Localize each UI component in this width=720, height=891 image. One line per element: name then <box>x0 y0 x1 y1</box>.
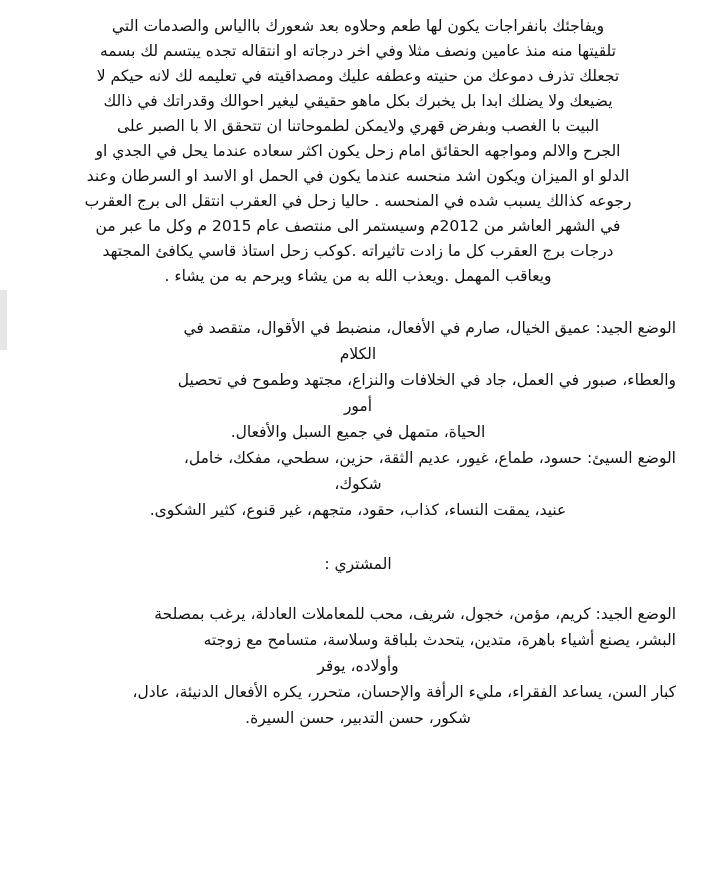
paragraph-line: الحياة، متمهل في جميع السبل والأفعال. <box>230 423 486 441</box>
paragraph-line: ويفاجئك بانفراجات يكون لها طعم وحلاوه بعد شعورك باالياس والصدمات التي <box>111 17 605 35</box>
paragraph-line: وأولاده، يوقر <box>317 657 399 675</box>
jupiter-good-position <box>40 601 676 731</box>
paragraph-line: كبار السن، يساعد الفقراء، مليء الرأفة والإحسان، متحرر، يكره الأفعال الدنيئة، عادل، <box>132 683 676 701</box>
saturn-good-position <box>40 315 676 445</box>
paragraph-line: رجوعه كذالك يسبب شده في المنحسه . حاليا زحل في العقرب انتقل الى برج العقرب <box>84 192 632 210</box>
paragraph-line: الكلام <box>339 345 377 363</box>
scrollbar-thumb[interactable] <box>0 290 7 350</box>
paragraph-line: الدلو او الميزان ويكون اشد منحسه عندما يكون في الحمل او الاسد او السرطان وعند <box>86 167 630 185</box>
paragraph-line: والعطاء، صبور في العمل، جاد في الخلافات والنزاع، مجتهد وطموح في تحصيل <box>177 371 676 389</box>
paragraph-line: الوضع السيئ: حسود، طماع، غيور، عديم الثقة، حزين، سطحي، مفكك، خامل، <box>183 449 676 467</box>
paragraph-line: تلقيتها منه منذ عامين ونصف مثلا وفي اخر درجاته او انتقاله تجده يبتسم لك بسمه <box>100 42 616 60</box>
paragraph-line: ويعاقب المهمل .ويعذب الله به من يشاء ويرحم به من يشاء . <box>164 267 552 285</box>
paragraph-line: عنيد، يمقت النساء، كذاب، حقود، متجهم، غير قنوع، كثير الشكوى. <box>149 501 567 519</box>
paragraph-line: الوضع الجيد: كريم، مؤمن، خجول، شريف، محب للمعاملات العادلة، يرغب بمصلحة <box>154 605 676 623</box>
paragraph-line: البشر، يصنع أشياء باهرة، متدين، يتحدث بلباقة وسلاسة، متسامح مع زوجته <box>203 631 676 649</box>
paragraph-line: تجعلك تذرف دموعك من حنيته وعطفه عليك ومصداقيته في تعليمه لك لانه حيكم لا <box>96 67 620 85</box>
paragraph-line: البيت با الغصب وبفرض قهري ولايمكن لطموحاتنا ان تتحقق الا با الصبر على <box>116 117 600 135</box>
paragraph-line: الجرح والالم ومواجهه الحقائق امام زحل يكون اكثر سعاده عندما يحل في الجدي او <box>95 142 621 160</box>
saturn-bad-position <box>40 445 676 523</box>
paragraph-line: في الشهر العاشر من 2012م وسيستمر الى منتصف عام 2015 م وكل ما عبر من <box>95 217 621 235</box>
paragraph-line: شكور، حسن التدبير، حسن السيرة. <box>245 709 471 727</box>
document-body <box>40 14 676 731</box>
saturn-intro-paragraph <box>40 14 676 289</box>
paragraph-line: الوضع الجيد: عميق الخيال، صارم في الأفعال، منضبط في الأقوال، متقصد في <box>183 319 676 337</box>
paragraph-line: أمور <box>343 397 373 415</box>
paragraph-line: درجات برج العقرب كل ما زادت تاثيراته .كوكب زحل استاذ قاسي يكافئ المجتهد <box>102 242 614 260</box>
paragraph-line: شكوك، <box>334 475 382 493</box>
jupiter-heading: المشتري : <box>324 555 392 573</box>
paragraph-line: يضيعك ولا يضلك ابدا بل يخبرك بكل ماهو حقيقي ليغير احوالك وقدراتك في ذالك <box>103 92 613 110</box>
